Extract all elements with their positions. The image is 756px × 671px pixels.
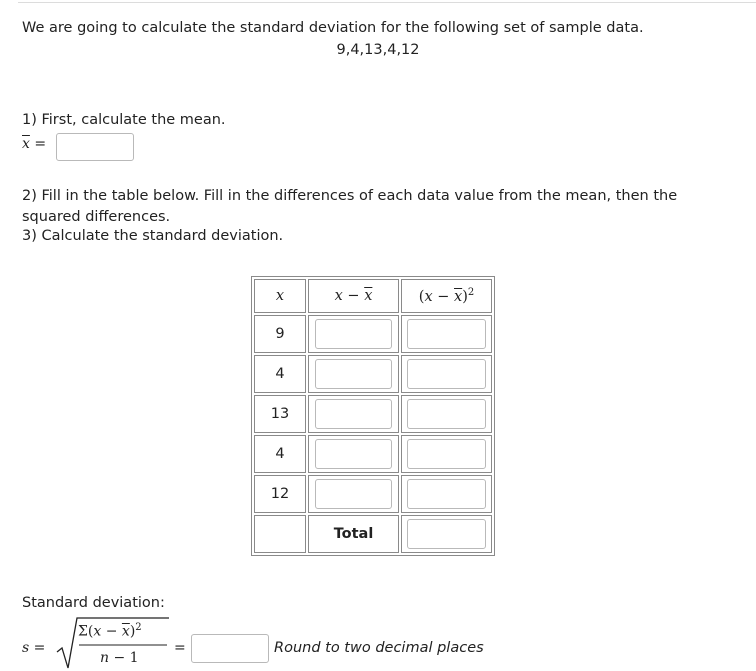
header-x: x [254,279,306,313]
table-row [254,355,492,393]
squared-difference-input[interactable] [407,479,486,509]
header-difference: $x - \overline{x}$ [308,279,399,313]
step1-text: 1) First, calculate the mean. [22,112,226,128]
difference-input[interactable] [315,439,392,469]
top-divider [18,2,756,3]
mean-input[interactable] [56,133,134,161]
table-header-row [254,279,492,313]
data-value: 9 [254,315,306,353]
intro-text: We are going to calculate the standard deviation for the following set of sample data. [22,20,644,36]
data-value: 4 [254,435,306,473]
mean-label: $\overline{x}$ = [22,136,47,152]
difference-input[interactable] [315,319,392,349]
squared-difference-input[interactable] [407,399,486,429]
sd-equals: = [174,640,186,656]
table-row [254,475,492,513]
total-label: Total [308,515,399,553]
deviation-table [251,276,495,556]
data-value: 12 [254,475,306,513]
table-row [254,435,492,473]
round-note: Round to two decimal places [274,640,484,656]
table-total-row [254,515,492,553]
sd-symbol: s = [22,640,46,656]
sd-numerator: $\Sigma(x - \overline{x})^2$ [78,622,142,640]
squared-difference-input[interactable] [407,439,486,469]
squared-difference-input[interactable] [407,359,486,389]
data-set: 9,4,13,4,12 [336,42,420,58]
table-row [254,395,492,433]
step2-text: 2) Fill in the table below. Fill in the differences of each data value from the mean, then the squared differences. [22,188,678,225]
sd-label: Standard deviation: [22,595,165,611]
difference-input[interactable] [315,359,392,389]
sd-denominator: n − 1 [100,650,139,666]
difference-input[interactable] [315,399,392,429]
squared-difference-input[interactable] [407,319,486,349]
total-input[interactable] [407,519,486,549]
data-value: 4 [254,355,306,393]
header-squared-difference: $(x - \overline{x})^2$ [401,279,492,313]
table-row [254,315,492,353]
difference-input[interactable] [315,479,392,509]
total-empty-cell [254,515,306,553]
data-value: 13 [254,395,306,433]
sd-input[interactable] [191,634,269,663]
step3-text: 3) Calculate the standard deviation. [22,228,284,244]
